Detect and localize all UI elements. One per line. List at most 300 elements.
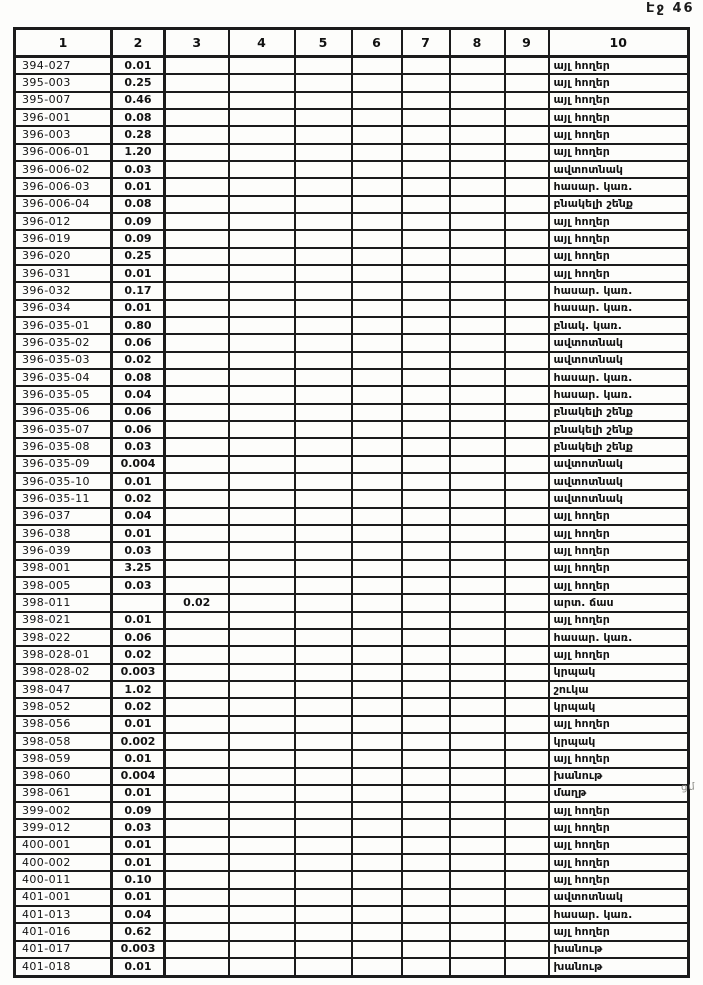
cell-col-4 (229, 923, 295, 940)
cell-col-9 (505, 698, 549, 715)
cell-col-5 (295, 542, 352, 559)
cell-col-10: կրպակ (549, 733, 689, 750)
cell-col-10: այլ հողեր (549, 854, 689, 871)
cell-col-1: 398-005 (15, 577, 112, 594)
cell-col-2: 0.01 (112, 837, 165, 854)
cell-col-8 (450, 837, 505, 854)
cell-col-7 (402, 941, 450, 958)
cell-col-7 (402, 612, 450, 629)
table-row (15, 560, 689, 577)
cell-col-6 (352, 109, 402, 126)
cell-col-1: 398-052 (15, 698, 112, 715)
cell-col-8 (450, 906, 505, 923)
cell-col-6 (352, 819, 402, 836)
cell-col-2: 0.06 (112, 629, 165, 646)
cell-col-1: 396-006-02 (15, 161, 112, 178)
table-row (15, 352, 689, 369)
cell-col-8 (450, 213, 505, 230)
cell-col-8 (450, 750, 505, 767)
cell-col-7 (402, 386, 450, 403)
cell-col-1: 396-035-08 (15, 438, 112, 455)
cell-col-10: այլ հողեր (549, 819, 689, 836)
cell-col-5 (295, 282, 352, 299)
cell-col-3 (165, 334, 229, 351)
cell-col-6 (352, 542, 402, 559)
cell-col-1: 396-038 (15, 525, 112, 542)
cell-col-4 (229, 612, 295, 629)
cell-col-2: 0.09 (112, 213, 165, 230)
cell-col-3 (165, 196, 229, 213)
cell-col-2: 0.04 (112, 906, 165, 923)
cell-col-2: 0.01 (112, 854, 165, 871)
table-row (15, 508, 689, 525)
cell-col-9 (505, 196, 549, 213)
cell-col-3 (165, 473, 229, 490)
cell-col-9 (505, 386, 549, 403)
cell-col-7 (402, 404, 450, 421)
table-row (15, 317, 689, 334)
cell-col-5 (295, 490, 352, 507)
cell-col-10: այլ հողեր (549, 109, 689, 126)
cell-col-8 (450, 560, 505, 577)
cell-col-8 (450, 334, 505, 351)
cell-col-2: 0.17 (112, 282, 165, 299)
cell-col-6 (352, 577, 402, 594)
cell-col-4 (229, 178, 295, 195)
cell-col-7 (402, 906, 450, 923)
cell-col-2: 0.06 (112, 404, 165, 421)
table-row (15, 819, 689, 836)
cell-col-3 (165, 941, 229, 958)
cell-col-4 (229, 213, 295, 230)
cell-col-2: 0.03 (112, 542, 165, 559)
cell-col-5 (295, 74, 352, 91)
cell-col-7 (402, 785, 450, 802)
cell-col-7 (402, 144, 450, 161)
cell-col-8 (450, 629, 505, 646)
cell-col-7 (402, 716, 450, 733)
table-row (15, 542, 689, 559)
table-row (15, 265, 689, 282)
cell-col-3 (165, 733, 229, 750)
cell-col-9 (505, 230, 549, 247)
cell-col-1: 396-035-10 (15, 473, 112, 490)
cell-col-6 (352, 317, 402, 334)
cell-col-4 (229, 716, 295, 733)
cell-col-3 (165, 854, 229, 871)
cell-col-9 (505, 819, 549, 836)
cell-col-1: 401-016 (15, 923, 112, 940)
cell-col-1: 396-035-11 (15, 490, 112, 507)
cell-col-3 (165, 213, 229, 230)
cell-col-6 (352, 265, 402, 282)
cell-col-4 (229, 282, 295, 299)
cell-col-9 (505, 421, 549, 438)
cell-col-5 (295, 906, 352, 923)
cell-col-6 (352, 802, 402, 819)
cell-col-4 (229, 230, 295, 247)
cell-col-2: 0.09 (112, 230, 165, 247)
cell-col-6 (352, 230, 402, 247)
table-row (15, 300, 689, 317)
cell-col-7 (402, 577, 450, 594)
cell-col-6 (352, 733, 402, 750)
cell-col-7 (402, 265, 450, 282)
cell-col-8 (450, 248, 505, 265)
cell-col-1: 396-037 (15, 508, 112, 525)
cell-col-8 (450, 421, 505, 438)
cell-col-6 (352, 196, 402, 213)
cell-col-4 (229, 698, 295, 715)
cell-col-1: 395-007 (15, 92, 112, 109)
cell-col-9 (505, 923, 549, 940)
cell-col-3 (165, 508, 229, 525)
table-row (15, 941, 689, 958)
cell-col-7 (402, 525, 450, 542)
cell-col-4 (229, 126, 295, 143)
cell-col-7 (402, 456, 450, 473)
column-header-10: 10 (549, 29, 689, 57)
cell-col-3 (165, 577, 229, 594)
cell-col-9 (505, 785, 549, 802)
cell-col-3 (165, 317, 229, 334)
cell-col-6 (352, 698, 402, 715)
table-row (15, 871, 689, 888)
column-header-3: 3 (165, 29, 229, 57)
cell-col-1: 395-003 (15, 74, 112, 91)
cell-col-10: այլ հողեր (549, 750, 689, 767)
cell-col-5 (295, 421, 352, 438)
cell-col-9 (505, 74, 549, 91)
cell-col-10: հասար. կառ. (549, 178, 689, 195)
cell-col-1: 398-056 (15, 716, 112, 733)
cell-col-1: 396-006-01 (15, 144, 112, 161)
cell-col-3 (165, 681, 229, 698)
cell-col-3 (165, 74, 229, 91)
cell-col-1: 394-027 (15, 57, 112, 75)
cell-col-10: այլ հողեր (549, 871, 689, 888)
cell-col-10: այլ հողեր (549, 74, 689, 91)
cell-col-5 (295, 785, 352, 802)
cell-col-3 (165, 438, 229, 455)
cell-col-6 (352, 57, 402, 75)
cell-col-8 (450, 508, 505, 525)
cell-col-8 (450, 265, 505, 282)
cell-col-4 (229, 92, 295, 109)
cell-col-10: ավտոտնակ (549, 473, 689, 490)
cell-col-1: 396-003 (15, 126, 112, 143)
cell-col-7 (402, 733, 450, 750)
table-row (15, 612, 689, 629)
cell-col-9 (505, 802, 549, 819)
cell-col-5 (295, 889, 352, 906)
cell-col-1: 396-034 (15, 300, 112, 317)
cell-col-9 (505, 542, 549, 559)
cell-col-6 (352, 594, 402, 611)
cell-col-10: այլ հողեր (549, 213, 689, 230)
cell-col-6 (352, 716, 402, 733)
cell-col-10: այլ հողեր (549, 716, 689, 733)
cell-col-3 (165, 889, 229, 906)
cell-col-2: 0.01 (112, 612, 165, 629)
cell-col-8 (450, 404, 505, 421)
cell-col-9 (505, 646, 549, 663)
cell-col-5 (295, 404, 352, 421)
column-header-4: 4 (229, 29, 295, 57)
table-row (15, 664, 689, 681)
table-row (15, 768, 689, 785)
cell-col-7 (402, 854, 450, 871)
cell-col-8 (450, 525, 505, 542)
cell-col-7 (402, 473, 450, 490)
table-row (15, 646, 689, 663)
table-row (15, 213, 689, 230)
cell-col-9 (505, 109, 549, 126)
cell-col-9 (505, 837, 549, 854)
cell-col-1: 396-020 (15, 248, 112, 265)
cell-col-2 (112, 594, 165, 611)
cell-col-8 (450, 473, 505, 490)
cell-col-9 (505, 126, 549, 143)
cell-col-10: այլ հողեր (549, 508, 689, 525)
page-number: Էջ 46 (646, 1, 695, 16)
cell-col-6 (352, 438, 402, 455)
cell-col-7 (402, 958, 450, 976)
cell-col-8 (450, 161, 505, 178)
cell-col-5 (295, 386, 352, 403)
cell-col-3 (165, 230, 229, 247)
cell-col-7 (402, 664, 450, 681)
cell-col-8 (450, 854, 505, 871)
cell-col-3 (165, 629, 229, 646)
cell-col-4 (229, 629, 295, 646)
cell-col-10: բնակելի շենք (549, 196, 689, 213)
cell-col-2: 0.04 (112, 508, 165, 525)
cell-col-4 (229, 577, 295, 594)
cell-col-10: բնակելի շենք (549, 438, 689, 455)
cell-col-6 (352, 144, 402, 161)
cell-col-4 (229, 161, 295, 178)
table-row (15, 438, 689, 455)
cell-col-5 (295, 369, 352, 386)
table-row (15, 473, 689, 490)
cell-col-5 (295, 612, 352, 629)
cell-col-2: 0.003 (112, 941, 165, 958)
cell-col-2: 0.004 (112, 768, 165, 785)
cell-col-2: 0.08 (112, 109, 165, 126)
cell-col-10: այլ հողեր (549, 646, 689, 663)
cell-col-6 (352, 421, 402, 438)
cell-col-3 (165, 161, 229, 178)
cell-col-8 (450, 352, 505, 369)
cell-col-4 (229, 594, 295, 611)
cell-col-10: հասար. կառ. (549, 629, 689, 646)
table-row (15, 785, 689, 802)
cell-col-1: 396-039 (15, 542, 112, 559)
cell-col-8 (450, 144, 505, 161)
cell-col-9 (505, 854, 549, 871)
cell-col-1: 401-017 (15, 941, 112, 958)
cell-col-10: կրպակ (549, 664, 689, 681)
cell-col-9 (505, 768, 549, 785)
cell-col-3 (165, 923, 229, 940)
cell-col-8 (450, 490, 505, 507)
cell-col-3 (165, 525, 229, 542)
cell-col-4 (229, 352, 295, 369)
cell-col-8 (450, 785, 505, 802)
cell-col-3 (165, 750, 229, 767)
cell-col-9 (505, 941, 549, 958)
cell-col-3 (165, 144, 229, 161)
cell-col-9 (505, 92, 549, 109)
cell-col-10: հասար. կառ. (549, 369, 689, 386)
cell-col-8 (450, 92, 505, 109)
cell-col-8 (450, 958, 505, 976)
cell-col-1: 400-001 (15, 837, 112, 854)
cell-col-3 (165, 300, 229, 317)
cell-col-2: 0.01 (112, 958, 165, 976)
cell-col-10: բնակելի շենք (549, 404, 689, 421)
cell-col-4 (229, 74, 295, 91)
cell-col-3 (165, 178, 229, 195)
cell-col-8 (450, 733, 505, 750)
cell-col-3 (165, 282, 229, 299)
cell-col-1: 401-013 (15, 906, 112, 923)
cell-col-4 (229, 871, 295, 888)
table-row (15, 594, 689, 611)
cell-col-10: այլ հողեր (549, 265, 689, 282)
cell-col-4 (229, 473, 295, 490)
cell-col-8 (450, 196, 505, 213)
cell-col-8 (450, 941, 505, 958)
cell-col-7 (402, 871, 450, 888)
cell-col-6 (352, 282, 402, 299)
cell-col-10: այլ հողեր (549, 837, 689, 854)
cell-col-9 (505, 906, 549, 923)
cell-col-6 (352, 871, 402, 888)
cell-col-3 (165, 109, 229, 126)
cell-col-8 (450, 664, 505, 681)
cell-col-7 (402, 230, 450, 247)
cell-col-1: 400-011 (15, 871, 112, 888)
cell-col-8 (450, 768, 505, 785)
cell-col-7 (402, 508, 450, 525)
cell-col-5 (295, 768, 352, 785)
table-row (15, 334, 689, 351)
cell-col-7 (402, 750, 450, 767)
cell-col-5 (295, 923, 352, 940)
cell-col-7 (402, 629, 450, 646)
cell-col-8 (450, 612, 505, 629)
cell-col-5 (295, 698, 352, 715)
cell-col-9 (505, 456, 549, 473)
cell-col-10: կրպակ (549, 698, 689, 715)
cell-col-5 (295, 92, 352, 109)
table-row (15, 958, 689, 976)
cell-col-7 (402, 646, 450, 663)
cell-col-4 (229, 334, 295, 351)
cell-col-1: 396-019 (15, 230, 112, 247)
cell-col-8 (450, 438, 505, 455)
table-row (15, 126, 689, 143)
cell-col-4 (229, 837, 295, 854)
cell-col-8 (450, 577, 505, 594)
cell-col-8 (450, 282, 505, 299)
cell-col-9 (505, 560, 549, 577)
cell-col-5 (295, 958, 352, 976)
cell-col-5 (295, 265, 352, 282)
cell-col-7 (402, 92, 450, 109)
cell-col-1: 396-031 (15, 265, 112, 282)
cell-col-6 (352, 473, 402, 490)
cell-col-8 (450, 74, 505, 91)
cell-col-3 (165, 126, 229, 143)
table-head (15, 29, 689, 57)
cell-col-3 (165, 404, 229, 421)
cell-col-2: 0.01 (112, 178, 165, 195)
cell-col-6 (352, 629, 402, 646)
cell-col-2: 0.01 (112, 889, 165, 906)
cell-col-2: 0.06 (112, 334, 165, 351)
cell-col-5 (295, 733, 352, 750)
cell-col-4 (229, 681, 295, 698)
cell-col-10: ավտոտնակ (549, 352, 689, 369)
cell-col-6 (352, 768, 402, 785)
cell-col-3 (165, 716, 229, 733)
cell-col-10: այլ հողեր (549, 802, 689, 819)
cell-col-7 (402, 542, 450, 559)
cell-col-3 (165, 490, 229, 507)
cell-col-8 (450, 109, 505, 126)
table-row (15, 92, 689, 109)
cell-col-10: խանութ (549, 958, 689, 976)
cell-col-6 (352, 560, 402, 577)
cell-col-2: 0.01 (112, 300, 165, 317)
cell-col-4 (229, 456, 295, 473)
cell-col-1: 396-035-05 (15, 386, 112, 403)
cell-col-9 (505, 404, 549, 421)
cell-col-8 (450, 300, 505, 317)
table-row (15, 230, 689, 247)
cell-col-5 (295, 681, 352, 698)
table-row (15, 525, 689, 542)
cell-col-2: 0.06 (112, 421, 165, 438)
cell-col-4 (229, 785, 295, 802)
cell-col-5 (295, 438, 352, 455)
cell-col-5 (295, 854, 352, 871)
cell-col-2: 0.002 (112, 733, 165, 750)
cell-col-4 (229, 300, 295, 317)
cell-col-7 (402, 334, 450, 351)
cell-col-5 (295, 57, 352, 75)
table-row (15, 178, 689, 195)
cell-col-4 (229, 542, 295, 559)
cell-col-9 (505, 612, 549, 629)
table-row (15, 923, 689, 940)
cell-col-5 (295, 248, 352, 265)
cell-col-3 (165, 92, 229, 109)
cell-col-8 (450, 646, 505, 663)
cell-col-9 (505, 144, 549, 161)
cell-col-9 (505, 369, 549, 386)
cell-col-7 (402, 300, 450, 317)
cell-col-10: այլ հողեր (549, 230, 689, 247)
cell-col-4 (229, 958, 295, 976)
column-header-2: 2 (112, 29, 165, 57)
cell-col-3 (165, 768, 229, 785)
cell-col-8 (450, 456, 505, 473)
cell-col-4 (229, 109, 295, 126)
